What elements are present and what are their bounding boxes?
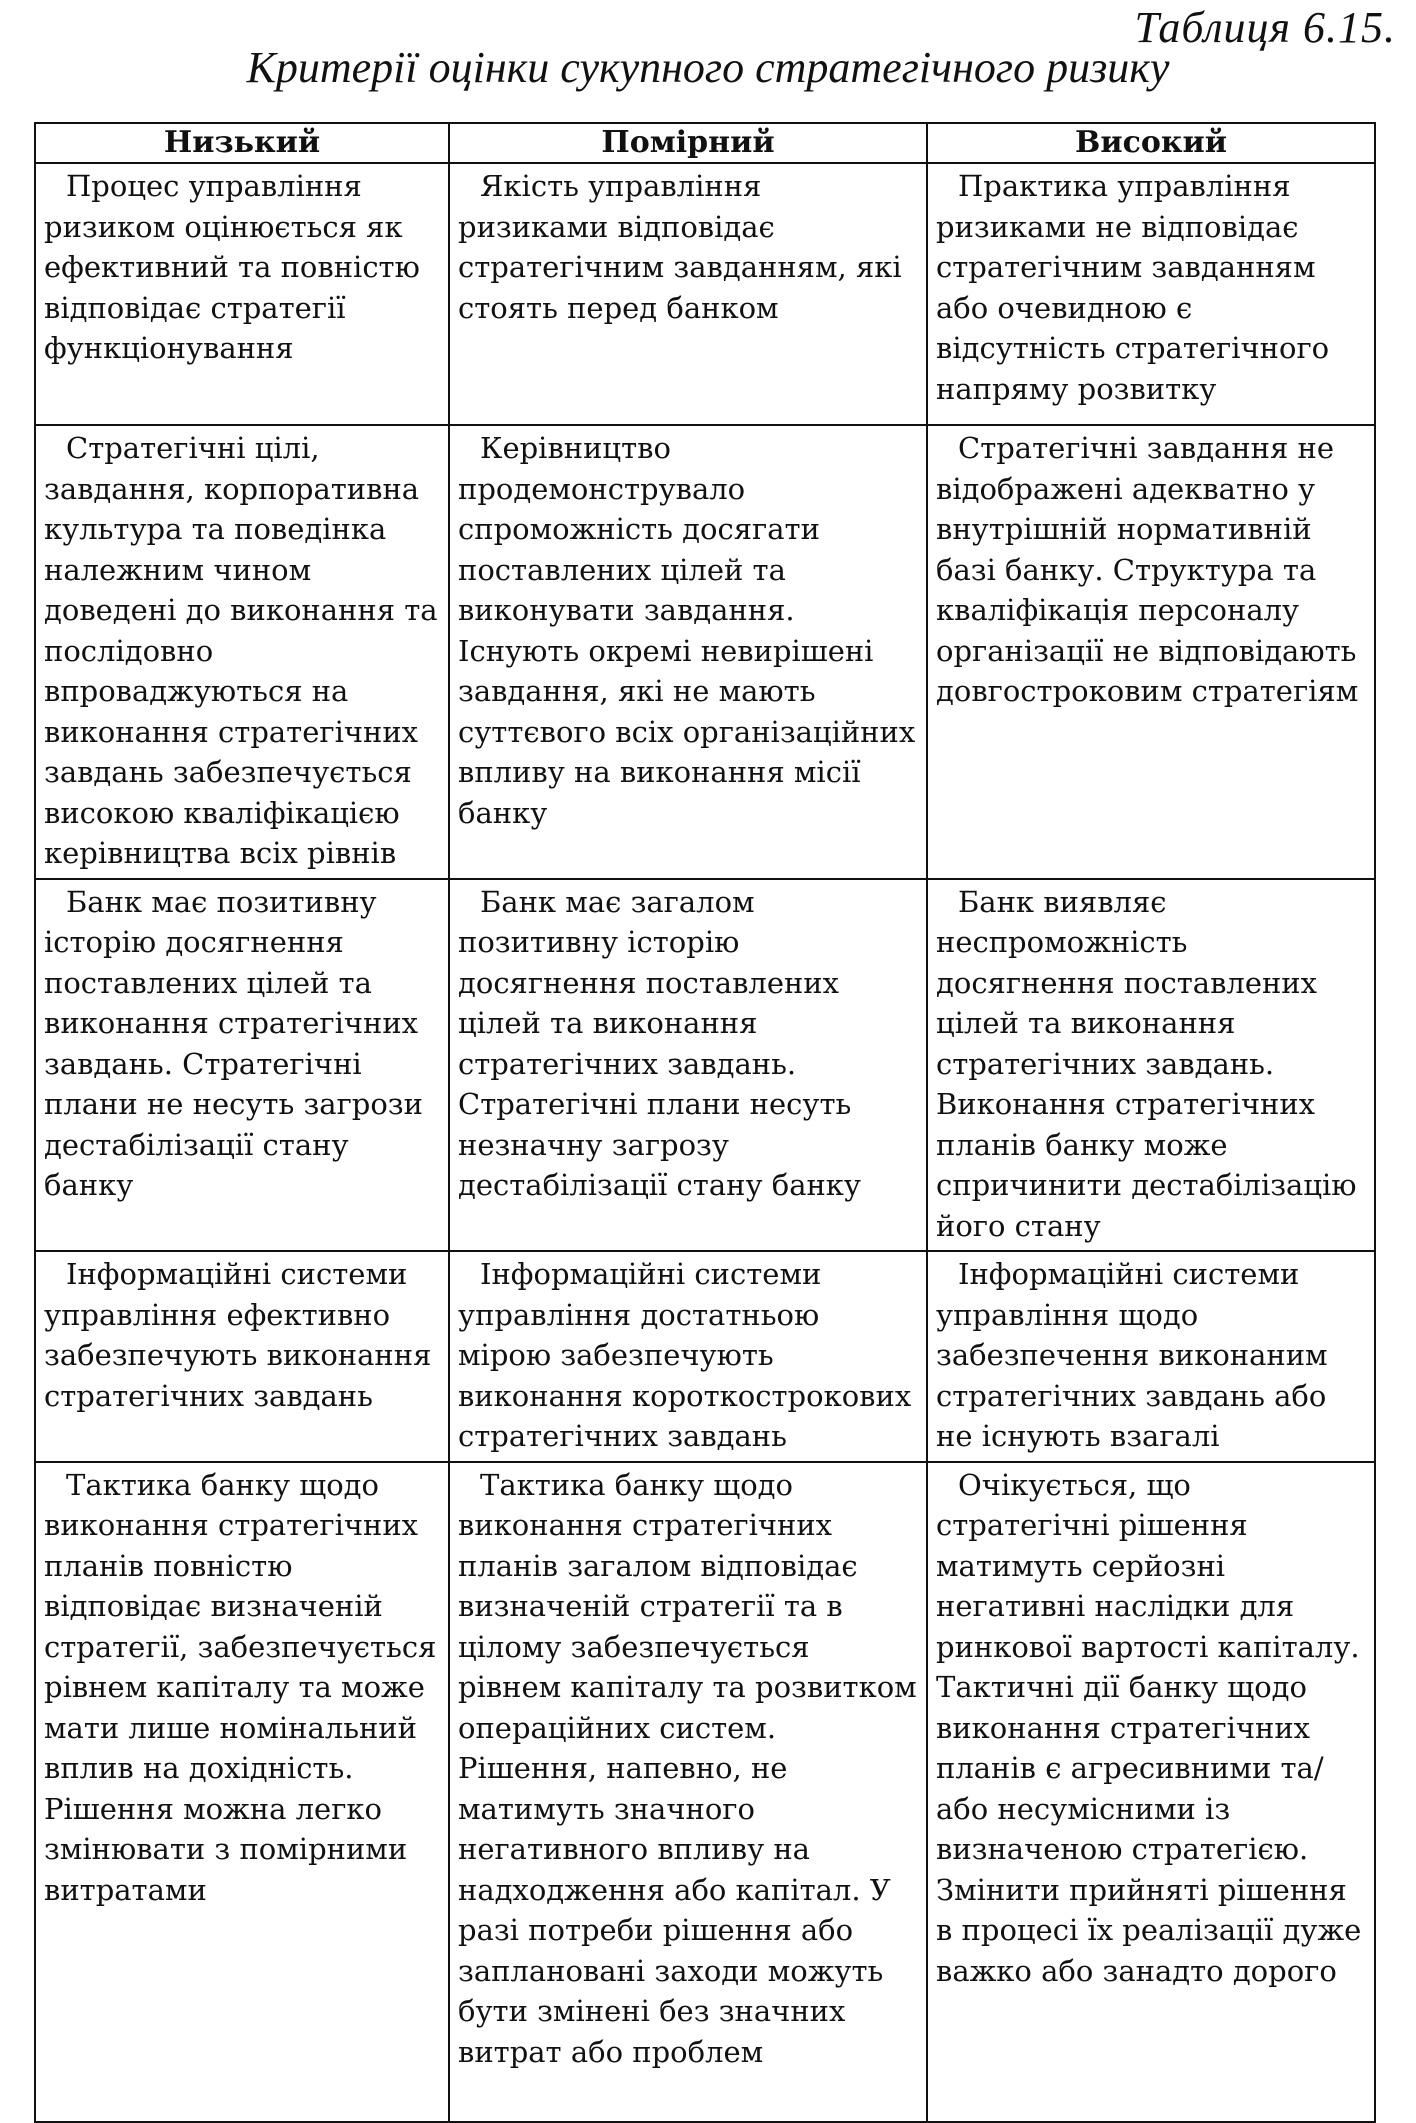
table-title: Критерії оцінки сукупного стратегічного ризику — [246, 43, 1170, 92]
table-row — [35, 1462, 1375, 2122]
table-number: Таблиця 6.15. — [1134, 3, 1396, 52]
cell-moderate — [449, 163, 927, 425]
cell-text: Банк виявляє неспроможність досягнення поставлених цілей та виконання стратегічних завдань. Виконання стратегічних планів банку може спричинити дестабілізацію його стану — [936, 884, 1357, 1243]
header-moderate: Помірний — [449, 123, 927, 163]
cell-high — [927, 1462, 1375, 2122]
table-row — [35, 163, 1375, 425]
cell-text: Інформаційні системи управління ефективно забезпечують виконання стратегічних завдань — [44, 1257, 432, 1413]
cell-moderate — [449, 879, 927, 1252]
cell-text: Банк має позитивну історію досягнення поставлених цілей та виконання стратегічних завдань. Стратегічні плани не несуть загрози дестабілізації стану банку — [44, 884, 423, 1202]
criteria-table — [34, 122, 1376, 2123]
header-low: Низький — [35, 123, 449, 163]
cell-text: Тактика банку щодо виконання стратегічних планів загалом відповідає визначеній стратегії та в цілому забезпечується рівнем капіталу та розвитком операційних систем. Рішення, напевно, не матимуть значного негативного впливу на надходження або капітал. У разі потреби рішення або заплановані заходи можуть бути змінені без значних витрат або проблем — [458, 1467, 917, 2069]
cell-low — [35, 1251, 449, 1462]
cell-text: Банк має загалом позитивну історію досягнення поставлених цілей та виконання стратегічних завдань. Стратегічні плани несуть незначну загрозу дестабілізації стану банку — [458, 884, 861, 1202]
header-row — [35, 123, 1375, 163]
cell-text: Очікується, що стратегічні рішення матимуть серйозні негативні наслідки для ринкової вартості капіталу. Тактичні дії банку щодо виконання стратегічних планів є агресивними та/або несумісними із визначеною стратегією. Змінити прийняті рішення в процесі їх реалізації дуже важко або занадто дорого — [936, 1467, 1362, 1988]
cell-high — [927, 163, 1375, 425]
cell-high — [927, 879, 1375, 1252]
cell-text: Процес управління ризиком оцінюється як ефективний та повністю відповідає стратегії функціонування — [44, 169, 420, 365]
cell-text: Стратегічні цілі, завдання, корпоративна культура та поведінка належним чином доведені до виконання та послідовно впроваджуються на виконання стратегічних завдань забезпечується високою кваліфікацією керівництва всіх рівнів — [44, 431, 438, 870]
cell-low — [35, 879, 449, 1252]
table-row — [35, 879, 1375, 1252]
cell-moderate — [449, 1251, 927, 1462]
cell-high — [927, 425, 1375, 879]
cell-moderate — [449, 425, 927, 879]
cell-text: Стратегічні завдання не відображені адекватно у внутрішній нормативній базі банку. Структура та кваліфікація персоналу організації не відповідають довгостроковим стратегіям — [936, 431, 1359, 708]
cell-text: Керівництво продемонструвало спроможність досягати поставлених цілей та виконувати завдання. Існують окремі невирішені завдання, які не мають суттєвого всіх організаційних впливу на виконання місії банку — [458, 431, 916, 830]
table-row — [35, 1251, 1375, 1462]
cell-text: Тактика банку щодо виконання стратегічних планів повністю відповідає визначеній стратегії, забезпечується рівнем капіталу та може мати лише номінальний вплив на дохідність. Рішення можна легко змінювати з помірними витратами — [44, 1467, 437, 1907]
cell-low — [35, 163, 449, 425]
cell-high — [927, 1251, 1375, 1462]
cell-low — [35, 1462, 449, 2122]
cell-text: Якість управління ризиками відповідає стратегічним завданням, які стоять перед банком — [458, 169, 902, 325]
cell-moderate — [449, 1462, 927, 2122]
cell-text: Інформаційні системи управління достатньою мірою забезпечують виконання короткострокових стратегічних завдань — [458, 1257, 912, 1453]
table-row — [35, 425, 1375, 879]
header-high: Високий — [927, 123, 1375, 163]
cell-low — [35, 425, 449, 879]
cell-text: Практика управління ризиками не відповідає стратегічним завданням або очевидною є відсутність стратегічного напряму розвитку — [936, 169, 1330, 406]
cell-text: Інформаційні системи управління щодо забезпечення виконаним стратегічних завдань або не існують взагалі — [936, 1257, 1328, 1453]
